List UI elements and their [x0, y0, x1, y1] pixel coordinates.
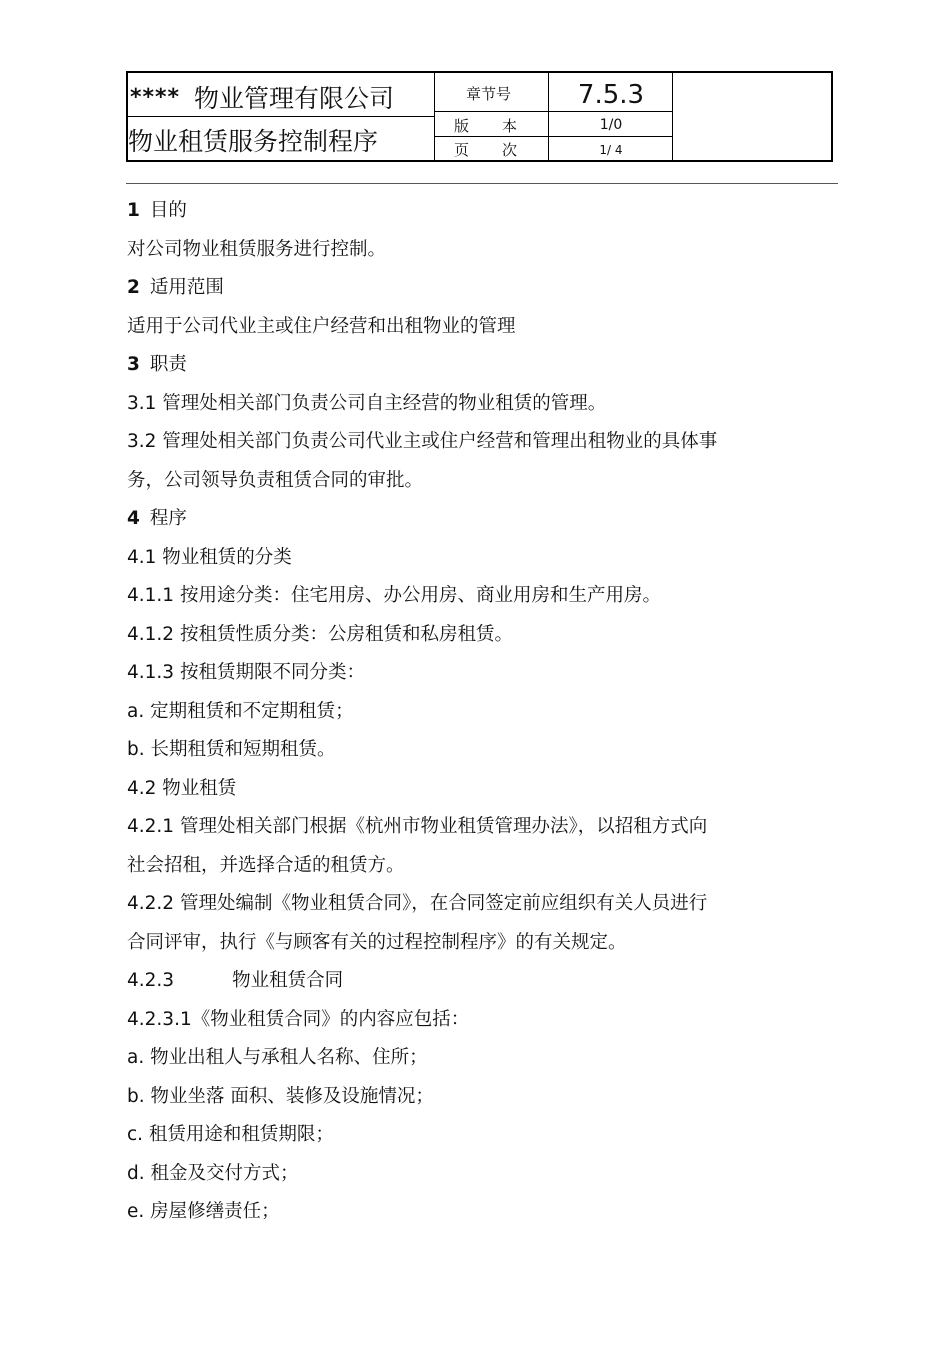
- section-number: 1: [127, 200, 140, 221]
- section-number: 4.2.3: [127, 970, 175, 991]
- paragraph: 4.2 物业租赁: [127, 777, 237, 799]
- section-number: 3: [127, 354, 140, 375]
- company-name-text: 物业管理有限公司: [194, 84, 395, 113]
- chapter-value: 7.5.3: [577, 80, 645, 110]
- section-number: 2: [127, 277, 140, 298]
- paragraph: 4.2.2 管理处编制《物业租赁合同》，在合同签定前应组织有关人员进行: [127, 893, 708, 914]
- paragraph: 4.1 物业租赁的分类: [127, 546, 292, 568]
- list-item: b. 物业坐落 面积、装修及设施情况；: [127, 1085, 434, 1107]
- list-item: a. 物业出租人与承租人名称、住所；: [127, 1047, 428, 1068]
- chapter-label: 章节号: [465, 84, 511, 103]
- section-heading: [127, 500, 807, 539]
- company-stars: ****: [130, 84, 181, 110]
- version-value: 1/0: [599, 117, 623, 133]
- list-item: c. 租赁用途和租赁期限；: [127, 1124, 334, 1145]
- document-header-table: [126, 71, 833, 162]
- paragraph: 对公司物业租赁服务进行控制。: [127, 238, 387, 260]
- list-item: b. 长期租赁和短期租赁。: [127, 739, 336, 760]
- version-label-a: 版: [454, 116, 470, 135]
- section-title: 适用范围: [149, 277, 224, 298]
- section-heading: [127, 346, 807, 385]
- paragraph: 4.1.1 按用途分类：住宅用房、办公用房、商业用房和生产用房。: [127, 585, 661, 606]
- list-item: a. 定期租赁和不定期租赁；: [127, 700, 354, 722]
- table-divider: [672, 73, 673, 160]
- paragraph: [127, 962, 807, 1001]
- section-heading: [127, 192, 807, 231]
- list-item: e. 房屋修缮责任；: [127, 1201, 280, 1222]
- paragraph: 3.2 管理处相关部门负责公司代业主或住户经营和管理出租物业的具体事: [127, 431, 718, 452]
- table-divider: [434, 73, 435, 160]
- paragraph: 3.1 管理处相关部门负责公司自主经营的物业租赁的管理。: [127, 392, 607, 414]
- section-title: 程序: [149, 508, 187, 529]
- paragraph: 4.2.1 管理处相关部门根据《杭州市物业租赁管理办法》，以招租方式向: [127, 816, 708, 837]
- section-heading: [127, 269, 807, 308]
- header-rule: [126, 183, 838, 184]
- paragraph: 务，公司领导负责租赁合同的审批。: [127, 469, 424, 491]
- company-name: [128, 73, 434, 117]
- section-title: 物业租赁合同: [232, 970, 344, 991]
- section-number: 4: [127, 508, 140, 529]
- page-label-b: 次: [502, 141, 518, 159]
- page-value: 1/ 4: [599, 142, 623, 157]
- list-item: d. 租金及交付方式；: [127, 1162, 299, 1184]
- paragraph: 社会招租，并选择合适的租赁方。: [127, 854, 405, 876]
- paragraph: 4.1.3 按租赁期限不同分类：: [127, 662, 365, 683]
- paragraph: 4.2.3.1《物业租赁合同》的内容应包括：: [127, 1008, 470, 1030]
- page-label-a: 页: [454, 141, 470, 159]
- page-label: [436, 137, 549, 162]
- paragraph: 合同评审，执行《与顾客有关的过程控制程序》的有关规定。: [127, 931, 627, 953]
- paragraph: 4.1.2 按租赁性质分类：公房租赁和私房租赁。: [127, 623, 513, 645]
- section-title: 目的: [149, 200, 187, 221]
- paragraph: 适用于公司代业主或住户经营和出租物业的管理: [127, 315, 516, 337]
- document-body: [127, 192, 807, 1232]
- document-title: 物业租赁服务控制程序: [128, 126, 379, 156]
- version-label: [436, 113, 549, 137]
- section-title: 职责: [149, 354, 187, 375]
- version-label-b: 本: [502, 116, 518, 135]
